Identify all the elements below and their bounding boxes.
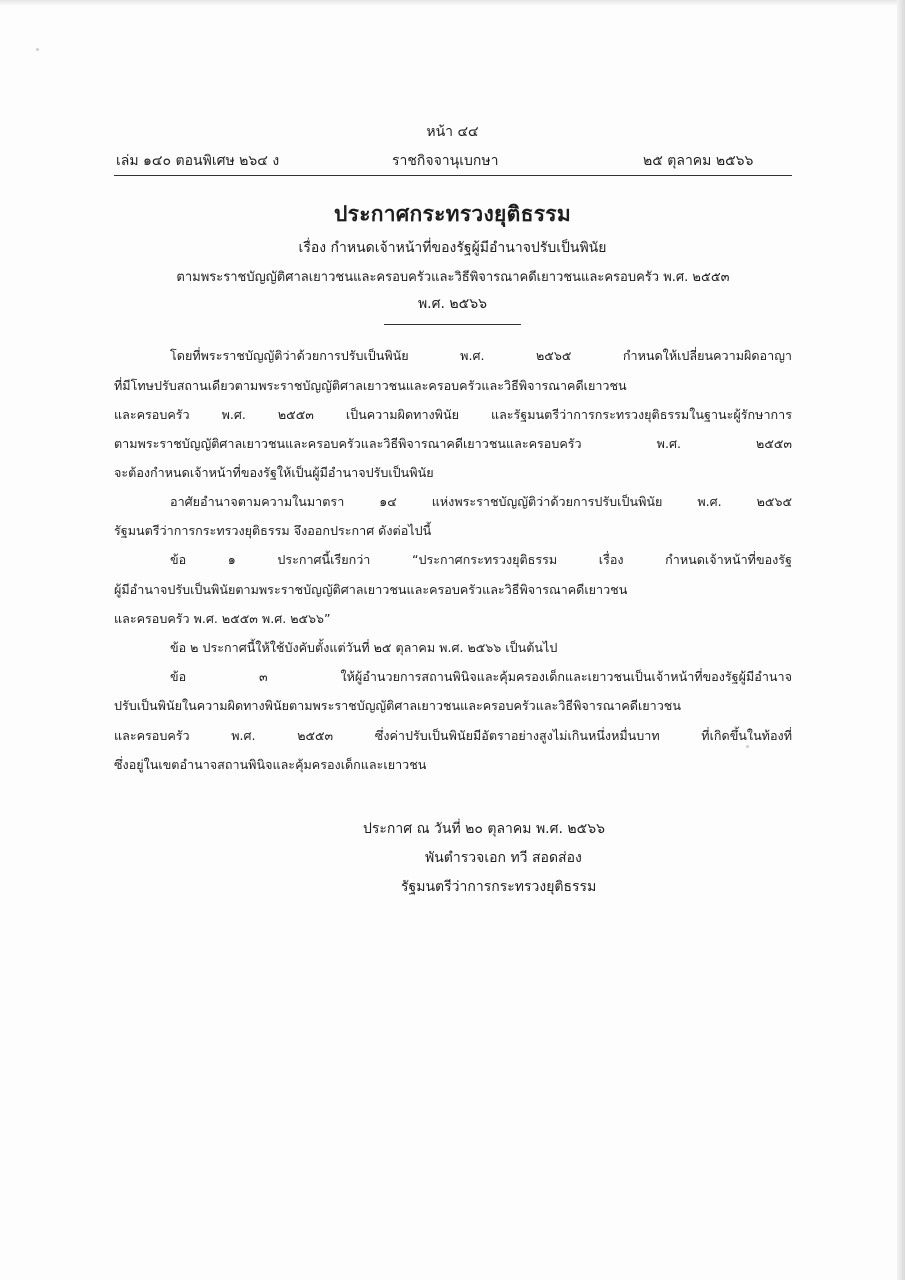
- scan-top-shadow: [0, 0, 905, 6]
- paragraph-line: ที่มีโทษปรับสถานเดียวตามพระราชบัญญัติศาลเยาวชนและครอบครัวและวิธีพิจารณาคดีเยาวชน: [114, 378, 627, 393]
- paragraph-line: โดยที่พระราชบัญญัติว่าด้วยการปรับเป็นพินัย พ.ศ. ๒๕๖๕ กำหนดให้เปลี่ยนความผิดอาญา: [170, 348, 792, 363]
- gazette-date: ๒๕ ตุลาคม ๒๕๖๖: [643, 153, 754, 169]
- clause-3-line: ซึ่งอยู่ในเขตอำนาจสถานพินิจและคุ้มครองเด็กและเยาวชน: [114, 757, 427, 772]
- clause-2-line: ข้อ ๒ ประกาศนี้ให้ใช้บังคับตั้งแต่วันที่ ๒๕ ตุลาคม พ.ศ. ๒๕๖๖ เป็นต้นไป: [170, 640, 558, 655]
- clause-1-line: และครอบครัว พ.ศ. ๒๕๕๓ พ.ศ. ๒๕๖๖”: [114, 611, 331, 626]
- paragraph-line: และครอบครัว พ.ศ. ๒๕๕๓ เป็นความผิดทางพินัย และรัฐมนตรีว่าการกระทรวงยุติธรรมในฐานะผู้รักษาการ: [114, 407, 792, 422]
- clause-3-line: ข้อ ๓ ให้ผู้อำนวยการสถานพินิจและคุ้มครองเด็กและเยาวชนเป็นเจ้าหน้าที่ของรัฐผู้มีอำนาจ: [170, 669, 792, 684]
- signatory-name: พันตำรวจเอก ทวี สอดส่อง: [425, 850, 582, 866]
- signatory-position: รัฐมนตรีว่าการกระทรวงยุติธรรม: [401, 879, 597, 895]
- paragraph-line: รัฐมนตรีว่าการกระทรวงยุติธรรม จึงออกประกาศ ดังต่อไปนี้: [114, 523, 432, 538]
- scan-speck: [36, 48, 39, 51]
- announcement-date: ประกาศ ณ วันที่ ๒๐ ตุลาคม พ.ศ. ๒๕๖๖: [363, 821, 606, 837]
- clause-3-line: ปรับเป็นพินัยในความผิดทางพินัยตามพระราชบัญญัติศาลเยาวชนและครอบครัวและวิธีพิจารณาคดีเยาวชน: [114, 698, 681, 713]
- header-divider: [114, 175, 792, 176]
- page-number: หน้า ๔๔: [426, 124, 479, 140]
- title-divider: [384, 324, 521, 325]
- announcement-subject: เรื่อง กำหนดเจ้าหน้าที่ของรัฐผู้มีอำนาจปรับเป็นพินัย: [298, 240, 607, 256]
- clause-1-line: ผู้มีอำนาจปรับเป็นพินัยตามพระราชบัญญัติศาลเยาวชนและครอบครัวและวิธีพิจารณาคดีเยาวชน: [114, 582, 628, 597]
- announcement-year: พ.ศ. ๒๕๖๖: [417, 296, 488, 312]
- paragraph-line: อาศัยอำนาจตามความในมาตรา ๑๔ แห่งพระราชบัญญัติว่าด้วยการปรับเป็นพินัย พ.ศ. ๒๕๖๕: [170, 494, 792, 509]
- announcement-title: ประกาศกระทรวงยุติธรรม: [333, 202, 572, 226]
- paragraph-line: จะต้องกำหนดเจ้าหน้าที่ของรัฐให้เป็นผู้มีอำนาจปรับเป็นพินัย: [114, 465, 434, 480]
- gazette-name: ราชกิจจานุเบกษา: [392, 153, 499, 169]
- paragraph-line: ตามพระราชบัญญัติศาลเยาวชนและครอบครัวและวิธีพิจารณาคดีเยาวชนและครอบครัว พ.ศ. ๒๕๕๓: [114, 436, 792, 451]
- volume-issue: เล่ม ๑๔๐ ตอนพิเศษ ๒๖๔ ง: [116, 153, 280, 169]
- scan-right-edge: [897, 0, 905, 1280]
- clause-3-line: และครอบครัว พ.ศ. ๒๕๕๓ ซึ่งค่าปรับเป็นพินัยมีอัตราอย่างสูงไม่เกินหนึ่งหมื่นบาท ที่เกิดขึ้นในท้องที่: [114, 728, 792, 743]
- act-reference: ตามพระราชบัญญัติศาลเยาวชนและครอบครัวและวิธีพิจารณาคดีเยาวชนและครอบครัว พ.ศ. ๒๕๕๓: [176, 270, 730, 285]
- clause-1-line: ข้อ ๑ ประกาศนี้เรียกว่า “ประกาศกระทรวงยุติธรรม เรื่อง กำหนดเจ้าหน้าที่ของรัฐ: [170, 552, 792, 567]
